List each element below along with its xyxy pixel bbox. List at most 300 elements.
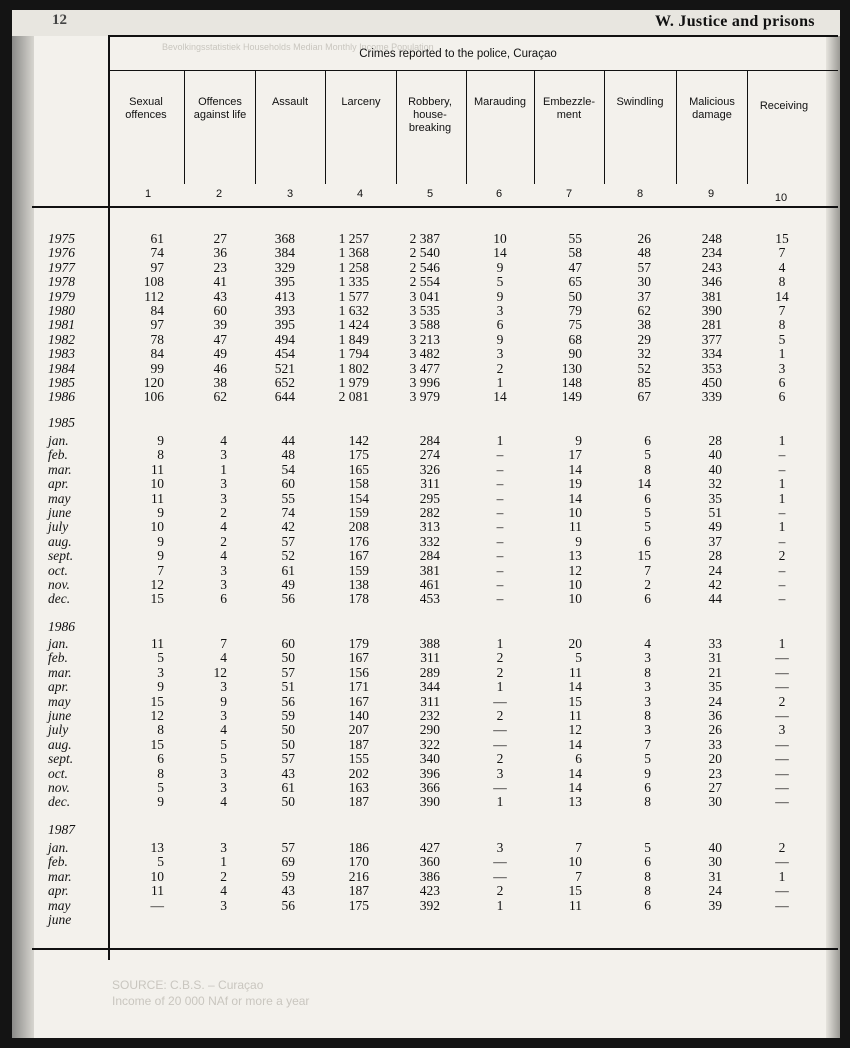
table-cell: 30 <box>708 854 722 870</box>
table-cell: 74 <box>150 245 164 261</box>
table-cell: 1 <box>496 679 504 695</box>
row-label: may <box>48 490 71 506</box>
page-fold-shadow <box>12 10 34 1038</box>
table-cell: 2 <box>496 664 504 680</box>
table-cell: 1 <box>778 636 786 651</box>
table-cell: – <box>778 461 786 477</box>
table-cell: 15 <box>775 231 789 246</box>
table-cell: 461 <box>419 577 440 592</box>
table-cell: 12 <box>568 562 582 578</box>
table-cell: 31 <box>708 868 722 884</box>
table-cell: 2 546 <box>409 259 440 275</box>
table-cell: 11 <box>569 519 582 535</box>
col-number: 1 <box>144 188 152 200</box>
table-cell: 78 <box>150 331 164 347</box>
col-header-embezzlement: Embezzle-ment <box>543 96 595 121</box>
table-cell: 6 <box>644 780 651 795</box>
table-cell: 450 <box>701 375 722 390</box>
table-cell: — <box>493 736 507 752</box>
table-cell: 243 <box>701 259 722 275</box>
table-cell: 381 <box>419 562 440 578</box>
table-cell: 494 <box>274 331 295 347</box>
table-cell: 2 <box>496 708 504 723</box>
row-label: mar. <box>48 664 72 680</box>
table-cell: 58 <box>568 245 582 261</box>
table-cell: 44 <box>281 433 295 448</box>
table-cell: 14 <box>493 245 507 261</box>
table-cell: — <box>775 854 789 870</box>
table-cell: 2 <box>496 751 504 767</box>
table-cell: 1 <box>220 461 227 477</box>
table-cell: 154 <box>348 490 369 506</box>
table-cell: 9 <box>644 765 651 781</box>
table-cell: 57 <box>281 751 295 767</box>
table-cell: 1 979 <box>338 375 369 390</box>
table-cell: 59 <box>281 708 295 723</box>
table-cell: 9 <box>157 433 164 448</box>
table-cell: 377 <box>701 331 722 347</box>
table-cell: 24 <box>708 693 722 709</box>
row-label: 1984 <box>48 360 75 376</box>
table-cell: 289 <box>419 664 440 680</box>
table-cell: 38 <box>213 375 227 390</box>
table-cell: 9 <box>496 259 504 275</box>
table-cell: — <box>150 897 164 913</box>
table-cell: 99 <box>150 360 164 376</box>
row-label: may <box>48 897 71 913</box>
table-cell: 6 <box>644 433 651 448</box>
table-cell: 1 258 <box>338 259 369 275</box>
col-divider <box>184 70 185 184</box>
table-cell: 9 <box>575 433 582 448</box>
col-divider <box>396 70 397 184</box>
table-cell: 19 <box>568 476 582 492</box>
table-cell: 390 <box>419 794 440 810</box>
table-cell: 3 <box>220 476 227 492</box>
row-label: 1980 <box>48 303 75 318</box>
table-cell: 47 <box>568 259 582 275</box>
row-label: jan. <box>48 636 69 651</box>
table-cell: 3 <box>496 303 504 318</box>
row-label: jan. <box>48 433 69 448</box>
table-cell: 187 <box>348 736 369 752</box>
table-cell: 159 <box>348 505 369 520</box>
table-cell: – <box>778 562 786 578</box>
row-label: may <box>48 693 71 709</box>
table-cell: 3 <box>496 765 504 781</box>
table-cell: 4 <box>220 519 227 535</box>
table-cell: 26 <box>708 722 722 738</box>
table-cell: 60 <box>281 636 295 651</box>
table-cell: 7 <box>778 303 786 318</box>
table-cell: 3 <box>496 346 504 362</box>
row-label: nov. <box>48 577 70 592</box>
table-cell: 90 <box>568 346 582 362</box>
table-cell: 11 <box>151 883 164 899</box>
table-cell: 11 <box>569 708 582 723</box>
table-cell: 1 <box>496 433 504 448</box>
table-cell: 1 <box>496 636 504 651</box>
table-cell: — <box>493 722 507 738</box>
table-cell: 390 <box>701 303 722 318</box>
table-cell: 186 <box>348 840 369 855</box>
table-cell: 171 <box>348 679 369 695</box>
col-number: 7 <box>565 188 573 200</box>
table-cell: 60 <box>213 303 227 318</box>
table-cell: 40 <box>708 447 722 463</box>
table-cell: 7 <box>575 868 582 884</box>
table-cell: — <box>775 736 789 752</box>
table-cell: 1 <box>496 375 504 390</box>
bleed-through-note: Income of 20 000 NAf or more a year <box>112 994 310 1008</box>
table-cell: 1 <box>778 476 786 492</box>
table-cell: 332 <box>419 533 440 549</box>
table-cell: 37 <box>708 533 722 549</box>
table-cell: 50 <box>281 722 295 738</box>
table-cell: 30 <box>708 794 722 810</box>
row-label: aug. <box>48 736 72 752</box>
year-section-label: 1986 <box>48 619 75 634</box>
table-cell: 339 <box>701 389 722 405</box>
table-cell: 395 <box>274 274 295 290</box>
table-cell: 234 <box>701 245 722 261</box>
row-label: june <box>48 505 72 520</box>
table-cell: 381 <box>701 288 722 304</box>
table-cell: 29 <box>637 331 651 347</box>
table-cell: 2 387 <box>409 231 440 246</box>
table-cell: 5 <box>220 736 227 752</box>
table-cell: 7 <box>778 245 786 261</box>
table-cell: 14 <box>568 765 582 781</box>
col-header-receiving: Receiving <box>759 100 809 112</box>
table-cell: 159 <box>348 562 369 578</box>
table-cell: 14 <box>568 679 582 695</box>
table-cell: 9 <box>157 548 164 564</box>
table-cell: 48 <box>281 447 295 463</box>
table-cell: 85 <box>637 375 651 390</box>
table-cell: 3 <box>220 840 227 855</box>
row-label: sept. <box>48 751 74 767</box>
table-cell: 386 <box>419 868 440 884</box>
table-cell: 453 <box>419 591 440 607</box>
table-cell: 3 <box>220 765 227 781</box>
table-cell: 51 <box>708 505 722 520</box>
col-header-assault: Assault <box>271 96 309 108</box>
row-label: 1979 <box>48 288 75 304</box>
row-label: june <box>48 912 72 927</box>
row-label: feb. <box>48 854 68 870</box>
table-cell: 208 <box>348 519 369 535</box>
row-label: apr. <box>48 476 69 492</box>
table-cell: 353 <box>701 360 722 376</box>
table-cell: 7 <box>644 736 651 752</box>
table-cell: 15 <box>150 736 164 752</box>
table-cell: 48 <box>637 245 651 261</box>
table-cell: 61 <box>150 231 164 246</box>
table-cell: 187 <box>348 883 369 899</box>
col-header-swindling: Swindling <box>616 96 664 108</box>
table-cell: 282 <box>419 505 440 520</box>
table-cell: – <box>496 476 504 492</box>
col-divider <box>747 70 748 184</box>
table-cell: 15 <box>568 883 582 899</box>
row-label: 1975 <box>48 231 75 246</box>
table-cell: 148 <box>561 375 582 390</box>
table-cell: 36 <box>213 245 227 261</box>
table-cell: 178 <box>348 591 369 607</box>
table-cell: 3 <box>220 780 227 795</box>
table-cell: 14 <box>568 461 582 477</box>
table-cell: 3 <box>644 650 651 666</box>
table-cell: 67 <box>637 389 651 405</box>
table-cell: 10 <box>568 577 582 592</box>
table-cell: – <box>496 505 504 520</box>
table-cell: 1 577 <box>338 288 369 304</box>
col-header-robbery: Robbery, house-breaking <box>408 96 452 134</box>
col-header-malicious-damage: Malicious damage <box>689 96 735 121</box>
table-cell: 69 <box>281 854 295 870</box>
table-cell: 2 <box>220 505 227 520</box>
col-header-sexual-offences: Sexual offences <box>125 96 167 121</box>
table-cell: 344 <box>419 679 440 695</box>
table-cell: 1 257 <box>338 231 369 246</box>
table-cell: 11 <box>569 664 582 680</box>
table-cell: 138 <box>348 577 369 592</box>
table-cell: 12 <box>568 722 582 738</box>
table-cell: – <box>778 577 786 592</box>
table-cell: 3 <box>644 679 651 695</box>
table-cell: 42 <box>708 577 722 592</box>
stub-divider <box>108 35 110 960</box>
table-cell: 167 <box>348 650 369 666</box>
table-cell: 24 <box>708 562 722 578</box>
table-cell: 3 <box>157 664 164 680</box>
table-cell: 6 <box>644 591 651 607</box>
table-cell: 56 <box>281 897 295 913</box>
table-cell: 49 <box>213 346 227 362</box>
table-cell: 4 <box>220 794 227 810</box>
table-cell: 12 <box>150 708 164 723</box>
table-cell: 311 <box>420 476 440 492</box>
table-cell: 149 <box>561 389 582 405</box>
table-cell: 9 <box>575 533 582 549</box>
table-cell: — <box>775 897 789 913</box>
table-cell: 311 <box>420 693 440 709</box>
table-cell: 27 <box>708 780 722 795</box>
page-number: 12 <box>52 12 67 28</box>
table-cell: 8 <box>157 722 164 738</box>
table-cell: 39 <box>213 317 227 333</box>
table-cell: 84 <box>150 346 164 362</box>
col-header-offences-against-life: Offences against life <box>193 96 247 121</box>
table-cell: 57 <box>281 664 295 680</box>
table-cell: 7 <box>644 562 651 578</box>
row-label: 1978 <box>48 274 75 290</box>
table-cell: 8 <box>778 274 786 290</box>
table-cell: 75 <box>568 317 582 333</box>
table-cell: 5 <box>220 751 227 767</box>
table-cell: 23 <box>213 259 227 275</box>
table-cell: 10 <box>150 868 164 884</box>
table-cell: 1 802 <box>338 360 369 376</box>
table-cell: 2 554 <box>409 274 440 290</box>
table-cell: 366 <box>419 780 440 795</box>
table-cell: 21 <box>708 664 722 680</box>
table-cell: 3 477 <box>409 360 440 376</box>
table-cell: 423 <box>419 883 440 899</box>
table-cell: 35 <box>708 679 722 695</box>
table-cell: 4 <box>220 883 227 899</box>
table-cell: 4 <box>220 433 227 448</box>
table-cell: 5 <box>575 650 582 666</box>
table-top-rule <box>108 35 838 37</box>
row-label: 1976 <box>48 245 75 261</box>
table-cell: 4 <box>644 636 651 651</box>
table-cell: 3 <box>220 490 227 506</box>
table-cell: 1 <box>778 490 786 506</box>
table-cell: 62 <box>213 389 227 405</box>
row-label: dec. <box>48 794 71 810</box>
table-cell: 50 <box>281 794 295 810</box>
table-cell: 2 081 <box>338 389 369 405</box>
table-cell: 14 <box>637 476 651 492</box>
row-label: june <box>48 708 72 723</box>
row-label: sept. <box>48 548 74 564</box>
table-cell: 3 <box>644 693 651 709</box>
table-cell: 14 <box>775 288 789 304</box>
table-cell: 644 <box>274 389 295 405</box>
table-cell: 2 <box>778 840 786 855</box>
table-cell: 9 <box>496 288 504 304</box>
table-cell: 2 <box>496 360 504 376</box>
table-cell: 5 <box>644 751 651 767</box>
row-label: jan. <box>48 840 69 855</box>
table-cell: 11 <box>151 490 164 506</box>
table-cell: 24 <box>708 883 722 899</box>
table-cell: 8 <box>644 708 651 723</box>
row-label: july <box>48 519 69 535</box>
table-cell: 33 <box>708 736 722 752</box>
header-bottom-rule <box>32 206 838 208</box>
table-cell: 1 <box>778 868 786 884</box>
table-cell: 281 <box>701 317 722 333</box>
table-cell: 11 <box>151 636 164 651</box>
table-cell: 8 <box>644 664 651 680</box>
bleed-through-source: SOURCE: C.B.S. – Curaçao <box>112 978 264 992</box>
table-cell: 44 <box>708 591 722 607</box>
table-cell: 216 <box>348 868 369 884</box>
col-number: 4 <box>356 188 364 200</box>
col-divider <box>604 70 605 184</box>
table-cell: 3 996 <box>409 375 440 390</box>
table-cell: 4 <box>220 548 227 564</box>
table-cell: 393 <box>274 303 295 318</box>
row-label: july <box>48 722 69 738</box>
table-cell: 31 <box>708 650 722 666</box>
table-cell: 1 368 <box>338 245 369 261</box>
table-title: Crimes reported to the police, Curaçao <box>359 48 557 60</box>
table-cell: 30 <box>637 274 651 290</box>
table-cell: 51 <box>281 679 295 695</box>
table-cell: 6 <box>496 317 504 333</box>
row-label: apr. <box>48 679 69 695</box>
table-cell: 3 <box>496 840 504 855</box>
col-number: 6 <box>495 188 503 200</box>
table-cell: 1 335 <box>338 274 369 290</box>
col-header-larceny: Larceny <box>341 96 381 108</box>
table-cell: 140 <box>348 708 369 723</box>
table-cell: 427 <box>419 840 440 855</box>
table-cell: 2 <box>644 577 651 592</box>
table-cell: 108 <box>143 274 164 290</box>
table-cell: 3 213 <box>409 331 440 347</box>
table-cell: 56 <box>281 693 295 709</box>
row-label: 1981 <box>48 317 75 333</box>
table-cell: 334 <box>701 346 722 362</box>
table-cell: 6 <box>778 375 786 390</box>
table-cell: 46 <box>213 360 227 376</box>
table-cell: 43 <box>213 288 227 304</box>
table-cell: 9 <box>496 331 504 347</box>
col-divider <box>676 70 677 184</box>
table-cell: 392 <box>419 897 440 913</box>
table-cell: 74 <box>281 505 295 520</box>
table-cell: 6 <box>778 389 786 405</box>
table-cell: 3 <box>644 722 651 738</box>
table-cell: 2 <box>778 548 786 564</box>
table-cell: — <box>775 679 789 695</box>
table-cell: 14 <box>568 490 582 506</box>
table-cell: 3 <box>778 360 786 376</box>
table-cell: 23 <box>708 765 722 781</box>
table-cell: 10 <box>568 505 582 520</box>
year-section-label: 1985 <box>48 415 75 430</box>
row-label: 1983 <box>48 346 75 362</box>
table-cell: 59 <box>281 868 295 884</box>
table-cell: 395 <box>274 317 295 333</box>
row-label: 1982 <box>48 331 75 347</box>
table-cell: 3 <box>220 679 227 695</box>
table-cell: 11 <box>569 897 582 913</box>
table-cell: – <box>496 533 504 549</box>
table-cell: 14 <box>568 736 582 752</box>
table-cell: 41 <box>213 274 227 290</box>
table-cell: – <box>778 533 786 549</box>
table-cell: 9 <box>220 693 227 709</box>
table-cell: 1 <box>496 897 504 913</box>
table-cell: 2 <box>496 883 504 899</box>
document-page <box>12 10 840 1038</box>
table-cell: 5 <box>157 780 164 795</box>
table-cell: 60 <box>281 476 295 492</box>
table-cell: – <box>496 548 504 564</box>
table-cell: 7 <box>157 562 164 578</box>
table-cell: 32 <box>637 346 651 362</box>
table-cell: 12 <box>150 577 164 592</box>
year-section-label: 1987 <box>48 822 75 837</box>
table-cell: 311 <box>420 650 440 666</box>
table-cell: 6 <box>157 751 164 767</box>
table-cell: 207 <box>348 722 369 738</box>
table-cell: 179 <box>348 636 369 651</box>
table-cell: 5 <box>778 331 786 347</box>
table-cell: 38 <box>637 317 651 333</box>
table-cell: 130 <box>561 360 582 376</box>
table-cell: 8 <box>644 461 651 477</box>
table-cell: 360 <box>419 854 440 870</box>
table-cell: 1 <box>778 346 786 362</box>
table-cell: 167 <box>348 548 369 564</box>
